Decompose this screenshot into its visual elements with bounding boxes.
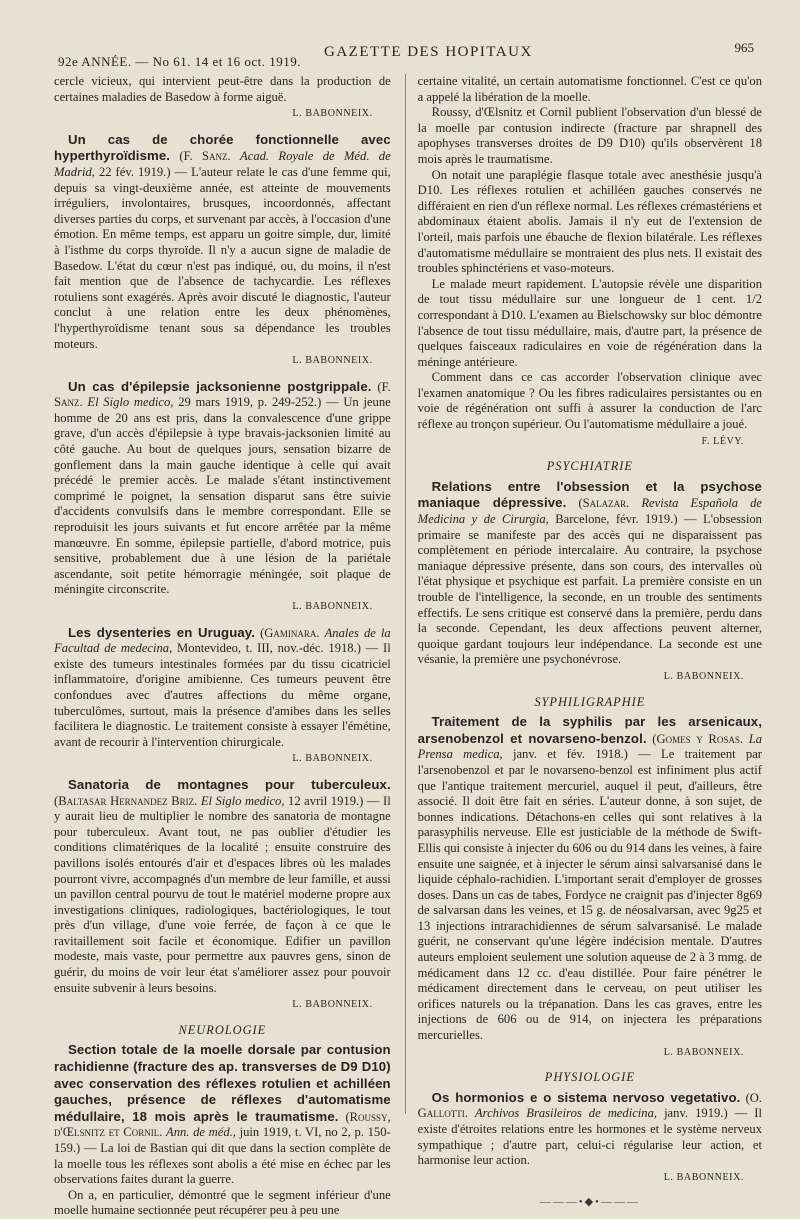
continued-paragraph: Comment dans ce cas accorder l'observation clinique avec l'examen anatomique ? Ou les fibres radiculaires persistantes ou en voie de régénération ont suffi à assurer la conduction de l'arc réflexe au tronçon supérieur. Ou l'automatisme médullaire a joué. xyxy=(417,370,762,432)
signature: F. LÉVY. xyxy=(701,435,744,447)
end-ornament: ———•◆•——— xyxy=(539,1196,640,1209)
article-reference: janv. et fév. 1918.) — xyxy=(512,747,651,762)
article-reference: 12 avril 1919.) — xyxy=(288,793,380,808)
article-journal: Acad. Royale de Méd. de Madrid, xyxy=(54,149,391,179)
article-title: Les dysenteries en Uruguay. xyxy=(68,624,256,640)
article-title: Un cas d'épilepsie jacksonienne postgrippale. xyxy=(68,378,372,394)
article-sanatoria xyxy=(54,777,391,1013)
signature: L. BABONNEIX. xyxy=(663,1171,744,1183)
article-body: Le traitement par l'arsenobenzol et par le novarseno-benzol est infiniment plus actif que l'antique traitement mercuriel, auquel il peut, d'ailleurs, être associé. Il doit être fait en séries. L'auteur donne, à son sujet, de bonnes indications. Détachons-en celles qui sont relatives à la parasyphilis nerveuse. Elle est justiciable de la méthode de Swift-Ellis qui consiste à injecter du 606 ou du 914 dans les veines, à faire ensuite une saignée, et à injecter le sérum ainsi salvarsanisé dans le liquide céphalo-rachidien. L'important serait d'employer de grosses doses. Dans un cas de tabes, Fordyce ne craignit pas d'injecter 8g69 de salvarsan dans les veines, et 15 g. de néosalvarsan, avec 9g25 et 13 injections intrarachidiennes de sérum salvarsanisé. Le malade guérit, ne conservant qu'une légère indécision mentale. D'autres auteurs emploient seulement une solution aqueuse de 2 à 3 mmg. de médicament dans 12 cc. d'eau distillée. Pour faire pénétrer le médicament directement dans le cerveau, on peut utiliser les orifices naturels ou la trépanation. Dans les cas graves, entre les injections de 606 ou de 914, on injectera les préparations mercurielles. xyxy=(417,747,762,1043)
section-heading: PSYCHIATRIE xyxy=(546,459,633,474)
article-author: (Baltasar Hernandez Briz. xyxy=(54,793,198,808)
article-title: Os hormonios e o sistema nervoso vegetativo. xyxy=(431,1089,741,1105)
article-author: (F. Sanz. xyxy=(54,379,391,410)
article-reference: Barcelone, févr. 1919.) — xyxy=(555,512,697,527)
article-reference: janv. 1919.) — xyxy=(664,1106,748,1121)
article-title: Section totale de la moelle dorsale par contusion rachidienne (fracture des ap. transverses de D9 D10) avec conservation des réflexes rotulien et achilléen gauches, présence de réflexes d'automatisme médullaire, 18 mois après le traumatisme. xyxy=(54,1042,391,1124)
article-author: (Gaminara. xyxy=(260,625,320,640)
article-body: Il existe des tumeurs intestinales formées par du tissu cicatriciel inflammatoire, d'origine amibienne. Ces tumeurs peuvent être confondues avec d'autres affections du même organe, tuberculômes, surtout, mais la présence d'amibes dans les selles facilitera le diagnostic. Le traitement consiste à essayer l'émétine, avant de recourir à l'intervention chirurgicale. xyxy=(54,641,391,749)
continued-paragraph: Roussy, d'Œlsnitz et Cornil publient l'observation d'un blessé de la moelle par contusion indirecte (fracture par shrapnell des apophyses transverses droites de D9 D10) qu'ils observèrent 18 mois après le traumatisme. xyxy=(417,105,762,166)
signature: L. BABONNEIX. xyxy=(663,1046,744,1058)
article-reference: 22 fév. 1919.) — xyxy=(98,164,188,179)
article-reference: 29 mars 1919, p. 249-252.) — xyxy=(178,395,339,410)
article-journal: La Prensa medica, xyxy=(417,731,762,762)
article-spinal-section xyxy=(54,1042,391,1219)
article-journal: Archivos Brasileiros de medicina, xyxy=(474,1106,658,1121)
signature: L. BABONNEIX. xyxy=(292,753,373,765)
signature: L. BABONNEIX. xyxy=(292,355,373,367)
article-title: Relations entre l'obsession et la psychose maniaque dépressive. xyxy=(417,478,762,511)
article-physiology xyxy=(418,1090,762,1186)
continued-paragraph: Le malade meurt rapidement. L'autopsie révèle une disparition de tout tissu médullaire sur une longueur de 1 cent. 1/2 correspondant à D10. L'examen au Bielschowsky sur bloc démontre l'absence de tout tissu médullaire, mais, d'autre part, la présence de quelques faisceaux radiculaires en voie de régénération dans la méninge antérieure. xyxy=(417,276,762,369)
article-author: (Roussy, d'Œlsnitz et Cornil. xyxy=(54,1109,391,1140)
intro-fragment xyxy=(54,74,391,122)
signature: L. BABONNEIX. xyxy=(663,670,744,682)
page-header xyxy=(54,40,762,74)
article-syphilis xyxy=(418,714,762,1060)
intro-text: cercle vicieux, qui intervient peut-être dans la production de certaines maladies de Basedow à forme aiguë. xyxy=(54,74,391,104)
article-body: L'auteur relate le cas d'une femme qui, depuis sa vingt-deuxième année, est atteinte de mouvements irréguliers, involontaires, brusques, incoordonnés, affectant diverses parties du corps, et survenant par accès, à l'occasion d'une émotion. En même temps, est apparu un goitre simple, dur, limité à l'isthme du corps thyroïde. Il n'y a aucun signe de maladie de Basedow. L'état du cœur n'est pas indiqué, ou, du moins, il n'est fait mention que de l'absence de tachycardie. Les réflexes rotuliens sont exagérés. Après avoir discuté le diagnostic, l'auteur conclut à une relation entre les deux phénomènes, l'hyperthyroïdisme tenant sous sa dépendance les troubles moteurs. xyxy=(54,164,391,351)
column-divider xyxy=(405,74,406,1114)
continued-paragraph: certaine vitalité, un certain automatisme fonctionnel. C'est ce qu'on a appelé la libération de la moelle. xyxy=(417,74,762,104)
article-body: Un jeune homme de 20 ans est pris, dans la convalescence d'une grippe grave, d'un accès d'épilepsie à type bravais-jacksonien limité au côté gauche. Au bout de quelques jours, sensation bizarre de gonflement dans la main gauche identique à celle qui avait précédé le premier accès. Le malade s'étant instinctivement comprimé le poignet, la sensation disparut sans être suivie d'accidents convulsifs dans le membre correspondant. Elle se reproduisit les jours suivants et fut encore arrêtée par la même manœuvre. En somme, épilepsie partielle, d'abord motrice, puis sensitive, probablement due à une lésion de la pariétale ascendante, soit petite hémorragie méningée, soit plaque de méningite circonscrite. xyxy=(54,395,391,597)
left-column xyxy=(54,74,399,1218)
article-author: (F. Sanz. xyxy=(179,149,231,164)
article-body: L'obsession primaire se manifeste par des accès qui ne disparaissent pas complètement en période intercalaire. Au contraire, la psychose maniaque dépressive présente, dans son cours, des intervalles où l'état physique et psychique est parfait. La première consiste en un trouble de l'intelligence, la seconde, en un trouble des sentiments effectifs. Le sens critique est conservé dans la première, perdu dans la seconde. Cependant, les deux affections peuvent alterner, quoique gardant toujours leur indépendance. La seconde est une vésanie, la première une psychonévrose. xyxy=(417,512,762,667)
right-column xyxy=(412,74,762,1209)
article-journal: Revista Española de Medicina y de Cirurgia, xyxy=(417,496,762,527)
article-dysentery xyxy=(54,625,391,767)
article-journal: Anales de la Facultad de medecina, xyxy=(54,625,391,656)
section-heading: NEUROLOGIE xyxy=(178,1022,267,1037)
signature: L. BABONNEIX. xyxy=(292,108,373,120)
article-body: Il existe d'étroites relations entre les hormones et le système nerveux sympathique ; d'autre part, celui-ci régularise leur action, et harmonise leur action. xyxy=(417,1106,762,1168)
article-title: Un cas de chorée fonctionnelle avec hyperthyroïdisme. xyxy=(54,131,391,164)
article-epilepsy xyxy=(54,379,391,615)
article-author: (Gomes y Rosas. xyxy=(652,731,743,746)
article-chorea xyxy=(54,132,391,369)
article-psychiatry xyxy=(418,479,762,685)
article-title: Traitement de la syphilis par les arsenicaux, arsenobenzol et novarseno-benzol. xyxy=(417,714,762,746)
section-heading: SYPHILIGRAPHIE xyxy=(534,694,646,709)
article-author: (Salazar. xyxy=(578,496,630,511)
article-body: La loi de Bastian qui dit que dans la section complète de la moelle tous les réflexes sont abolis a été mise en échec par les observations faites durant la guerre. xyxy=(54,1141,391,1187)
article-author: (O. Gallotti. xyxy=(417,1090,762,1121)
signature: L. BABONNEIX. xyxy=(292,999,373,1011)
issue-info: 92e ANNÉE. — No 61. 14 et 16 oct. 1919. xyxy=(58,54,302,69)
article-body-continued: On a, en particulier, démontré que le segment inférieur d'une moelle humaine sectionnée peut récupérer peu à peu une xyxy=(54,1187,391,1218)
page-number: 965 xyxy=(734,40,754,55)
article-reference: juin 1919, t. VI, no 2, p. 150-159.) — xyxy=(54,1125,391,1155)
journal-title: GAZETTE DES HOPITAUX xyxy=(324,44,533,60)
two-column-body xyxy=(54,74,762,1218)
section-heading: PHYSIOLOGIE xyxy=(544,1070,635,1085)
continued-paragraph: On notait une paraplégie flasque totale avec anesthésie jusqu'à D10. Les réflexes rotulien et achilléen gauches conservés ne différaient en rien d'un réflexe normal. Les réflexes crémastériens et abdominaux étaient abolis. Jamais il n'y eut de l'extension de l'orteil, mais parfois une ébauche de flexion bilatérale. Les réflexes d'automatisme médullaire se montraient des plus nets. Il existait des troubles sphinctériens et vaso-moteurs. xyxy=(417,167,762,276)
continued-article xyxy=(418,74,762,449)
signature: L. BABONNEIX. xyxy=(292,601,373,612)
article-body: Il y aurait lieu de multiplier le nombre des sanatoria de montagne pour tuberculeux. Avant tout, ne pas oublier d'étudier les conditions climatériques de la localité ; ensuite construire des pavillons isolés entourés d'air et d'espaces libres où les malades pourront vivre, accompagnés d'un membre de leur famille, et aussi un pavillon central pourvu de tout le matériel moderne propre aux investigations cliniques, radiologiques, bactériologiques, le tout près d'un village, d'une voie ferrée, de façon à ce que le ravitaillement soit facile et économique. Edifier un pavillon modeste, mais vaste, pour permettre aux pauvres gens, sinon de guérir, du moins de voir leur état s'améliorer assez pour pouvoir ensuite subvenir à leurs besoins. xyxy=(54,793,391,995)
article-journal: El Siglo medico, xyxy=(87,395,174,410)
article-reference: Montevideo, t. III, nov.-déc. 1918.) — xyxy=(177,641,379,656)
article-journal: Ann. de méd., xyxy=(166,1125,236,1140)
article-title: Sanatoria de montagnes pour tuberculeux. xyxy=(68,776,391,792)
article-journal: El Siglo medico, xyxy=(200,793,285,808)
